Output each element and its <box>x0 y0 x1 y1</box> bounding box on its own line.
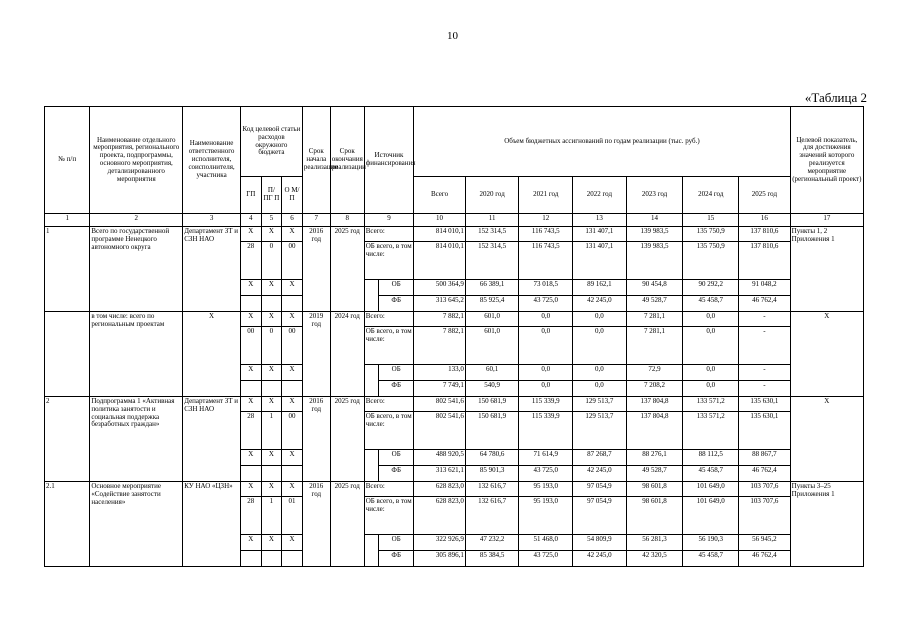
code-om: X <box>282 227 303 242</box>
row-year-value: 43 725,0 <box>519 466 573 482</box>
row-year-value: 49 528,7 <box>626 466 683 482</box>
row-year-value: 137 804,8 <box>626 397 683 412</box>
column-number: 9 <box>364 214 414 227</box>
row-year-value: 43 725,0 <box>519 296 573 312</box>
row-year-value: 98 601,8 <box>626 497 683 535</box>
row-year-value: 0,0 <box>519 312 573 327</box>
row-year-value: 135 630,1 <box>739 397 791 412</box>
row-year-value: 116 743,5 <box>519 242 573 280</box>
row-year-value: 0,0 <box>683 365 739 381</box>
row-total-value: 7 749,1 <box>414 381 466 397</box>
column-number: 12 <box>519 214 573 227</box>
code-gp: X <box>240 535 261 551</box>
row-executor: Департамент ЗТ и СЗН НАО <box>183 227 241 312</box>
row-year-value: 43 725,0 <box>519 551 573 567</box>
column-number: 1 <box>45 214 90 227</box>
column-number: 16 <box>739 214 791 227</box>
row-name: Подпрограмма 1 «Активная политика занятости и социальная поддержка безработных граждан» <box>90 397 183 482</box>
row-year-value: 0,0 <box>573 312 627 327</box>
code-pgp: 0 <box>261 242 282 280</box>
header-code: Код целевой статьи расходов окружного бюджета <box>240 107 302 177</box>
row-year-value: 46 762,4 <box>739 551 791 567</box>
row-year-value: - <box>739 365 791 381</box>
row-year-value: 131 407,1 <box>573 227 627 242</box>
header-code-om: О М/ П <box>282 177 303 214</box>
row-source: ОБ <box>379 535 414 551</box>
column-number: 14 <box>626 214 683 227</box>
row-total-value: 322 926,9 <box>414 535 466 551</box>
row-year-value: - <box>739 312 791 327</box>
row-source: ОБ всего, в том числе: <box>364 412 414 450</box>
header-source: Источник финансирования <box>364 107 414 214</box>
code-pgp <box>261 296 282 312</box>
row-year-value: 135 750,9 <box>683 227 739 242</box>
column-number: 2 <box>90 214 183 227</box>
row-executor: Департамент ЗТ и СЗН НАО <box>183 397 241 482</box>
table-row <box>45 482 864 497</box>
header-year: 2023 год <box>626 177 683 214</box>
row-year-value: 98 601,8 <box>626 482 683 497</box>
table-row <box>45 397 864 412</box>
row-year-value: 137 804,8 <box>626 412 683 450</box>
row-total-value: 628 823,0 <box>414 497 466 535</box>
row-year-value: 115 339,9 <box>519 412 573 450</box>
row-year-value: 54 809,9 <box>573 535 627 551</box>
code-gp <box>240 296 261 312</box>
row-year-value: 135 750,9 <box>683 242 739 280</box>
row-total-value: 305 896,1 <box>414 551 466 567</box>
header-name: Наименование отдельного мероприятия, регионального проекта, подпрограммы, основного мероприятия, детализированного мероприятия <box>90 107 183 214</box>
row-source: Всего: <box>364 227 414 242</box>
row-year-value: 116 743,5 <box>519 227 573 242</box>
row-year-value: 85 901,3 <box>465 466 519 482</box>
code-pgp <box>261 551 282 567</box>
table-row <box>45 227 864 242</box>
row-end: 2024 год <box>330 312 364 397</box>
row-year-value: 0,0 <box>519 327 573 365</box>
row-year-value: 89 162,1 <box>573 280 627 296</box>
header-code-gp: ГП <box>240 177 261 214</box>
row-source: ФБ <box>379 466 414 482</box>
code-gp: X <box>240 365 261 381</box>
row-total-value: 500 364,9 <box>414 280 466 296</box>
code-om: 01 <box>282 497 303 535</box>
code-pgp: X <box>261 535 282 551</box>
row-year-value: 46 762,4 <box>739 466 791 482</box>
row-year-value: 88 867,7 <box>739 450 791 466</box>
header-indicator: Целевой показатель, для достижения значений которого реализуется мероприятие (региональный проект) <box>790 107 863 214</box>
row-year-value: 73 018,5 <box>519 280 573 296</box>
row-year-value: 60,1 <box>465 365 519 381</box>
header-code-pgp: П/ ПГ П <box>261 177 282 214</box>
header-year: 2024 год <box>683 177 739 214</box>
row-year-value: 85 384,5 <box>465 551 519 567</box>
row-year-value: 101 649,0 <box>683 497 739 535</box>
row-year-value: 132 616,7 <box>465 497 519 535</box>
row-year-value: 0,0 <box>519 365 573 381</box>
code-gp <box>240 381 261 397</box>
row-year-value: 152 314,5 <box>465 242 519 280</box>
code-gp: X <box>240 482 261 497</box>
code-pgp: 1 <box>261 497 282 535</box>
row-year-value: 42 245,0 <box>573 551 627 567</box>
code-om: X <box>282 397 303 412</box>
code-pgp <box>261 381 282 397</box>
row-source: ОБ <box>379 365 414 381</box>
code-pgp: X <box>261 227 282 242</box>
code-pgp: 1 <box>261 412 282 450</box>
row-year-value: 51 468,0 <box>519 535 573 551</box>
row-year-value: 46 762,4 <box>739 296 791 312</box>
row-year-value: 540,9 <box>465 381 519 397</box>
row-year-value: 132 616,7 <box>465 482 519 497</box>
row-year-value: 64 780,6 <box>465 450 519 466</box>
row-year-value: 42 245,0 <box>573 296 627 312</box>
row-year-value: 95 193,0 <box>519 497 573 535</box>
row-year-value: 601,0 <box>465 312 519 327</box>
code-pgp: X <box>261 482 282 497</box>
code-om: X <box>282 365 303 381</box>
row-executor: КУ НАО «ЦЗН» <box>183 482 241 567</box>
row-total-value: 7 882,1 <box>414 327 466 365</box>
row-indicator: X <box>790 312 863 397</box>
row-source: Всего: <box>364 397 414 412</box>
header-year: 2020 год <box>465 177 519 214</box>
row-year-value: 0,0 <box>573 327 627 365</box>
row-year-value: 115 339,9 <box>519 397 573 412</box>
row-source-indent <box>364 365 378 397</box>
page-number: 10 <box>447 30 458 42</box>
code-om: 00 <box>282 412 303 450</box>
row-year-value: 49 528,7 <box>626 296 683 312</box>
header-year: 2022 год <box>573 177 627 214</box>
row-start: 2016 год <box>302 482 330 567</box>
column-numbers-row <box>45 214 864 227</box>
header-num: № п/п <box>45 107 90 214</box>
row-source: ФБ <box>379 551 414 567</box>
row-source: ОБ <box>379 450 414 466</box>
row-start: 2016 год <box>302 227 330 312</box>
row-total-value: 313 645,2 <box>414 296 466 312</box>
row-total-value: 313 621,1 <box>414 466 466 482</box>
code-gp: X <box>240 227 261 242</box>
row-total-value: 7 882,1 <box>414 312 466 327</box>
code-pgp: X <box>261 312 282 327</box>
row-total-value: 814 010,1 <box>414 242 466 280</box>
row-year-value: 131 407,1 <box>573 242 627 280</box>
row-source: ФБ <box>379 296 414 312</box>
row-year-value: 129 513,7 <box>573 397 627 412</box>
code-gp <box>240 466 261 482</box>
header-end: Срок окончания реализации <box>330 107 364 214</box>
row-year-value: 7 281,1 <box>626 312 683 327</box>
code-om <box>282 551 303 567</box>
row-indicator: X <box>790 397 863 482</box>
row-source-indent <box>364 280 378 312</box>
code-om <box>282 381 303 397</box>
row-source: ОБ всего, в том числе: <box>364 242 414 280</box>
code-gp: X <box>240 450 261 466</box>
row-year-value: 87 268,7 <box>573 450 627 466</box>
row-number: 1 <box>45 227 90 312</box>
row-executor: X <box>183 312 241 397</box>
row-year-value: 0,0 <box>573 365 627 381</box>
row-year-value: 152 314,5 <box>465 227 519 242</box>
code-om: X <box>282 482 303 497</box>
row-year-value: 139 983,5 <box>626 227 683 242</box>
row-source-indent <box>364 450 378 482</box>
row-year-value: 47 232,2 <box>465 535 519 551</box>
column-number: 5 <box>261 214 282 227</box>
code-om: 00 <box>282 242 303 280</box>
row-year-value: 7 281,1 <box>626 327 683 365</box>
row-year-value: 56 945,2 <box>739 535 791 551</box>
code-om: 00 <box>282 327 303 365</box>
row-total-value: 628 823,0 <box>414 482 466 497</box>
row-year-value: 56 281,3 <box>626 535 683 551</box>
row-year-value: 601,0 <box>465 327 519 365</box>
row-year-value: 137 810,6 <box>739 242 791 280</box>
code-om: X <box>282 450 303 466</box>
row-year-value: 66 389,1 <box>465 280 519 296</box>
row-year-value: 137 810,6 <box>739 227 791 242</box>
header-year: 2025 год <box>739 177 791 214</box>
column-number: 15 <box>683 214 739 227</box>
column-number: 8 <box>330 214 364 227</box>
row-year-value: 85 925,4 <box>465 296 519 312</box>
code-om <box>282 466 303 482</box>
row-source: Всего: <box>364 312 414 327</box>
header-year: 2021 год <box>519 177 573 214</box>
row-indicator: Пункты 3–25 Приложения 1 <box>790 482 863 567</box>
code-gp: X <box>240 312 261 327</box>
code-gp: 28 <box>240 497 261 535</box>
row-indicator: Пункты 1, 2 Приложения 1 <box>790 227 863 312</box>
row-number: 2.1 <box>45 482 90 567</box>
code-gp: 28 <box>240 242 261 280</box>
row-name: Основное мероприятие «Содействие занятости населения» <box>90 482 183 567</box>
row-source: Всего: <box>364 482 414 497</box>
table-row <box>45 312 864 327</box>
column-number: 6 <box>282 214 303 227</box>
row-year-value: 45 458,7 <box>683 551 739 567</box>
row-source: ОБ всего, в том числе: <box>364 327 414 365</box>
row-total-value: 802 541,6 <box>414 397 466 412</box>
header-total: Всего <box>414 177 466 214</box>
column-number: 4 <box>240 214 261 227</box>
row-year-value: 72,9 <box>626 365 683 381</box>
row-year-value: 129 513,7 <box>573 412 627 450</box>
row-year-value: 95 193,0 <box>519 482 573 497</box>
row-year-value: 150 681,9 <box>465 397 519 412</box>
row-year-value: 133 571,2 <box>683 397 739 412</box>
row-end: 2025 год <box>330 397 364 482</box>
row-year-value: 103 707,6 <box>739 482 791 497</box>
code-gp: X <box>240 397 261 412</box>
row-start: 2016 год <box>302 397 330 482</box>
row-year-value: - <box>739 327 791 365</box>
code-om: X <box>282 535 303 551</box>
code-gp <box>240 551 261 567</box>
row-year-value: 0,0 <box>573 381 627 397</box>
row-end: 2025 год <box>330 482 364 567</box>
row-source-indent <box>364 535 378 567</box>
row-total-value: 802 541,6 <box>414 412 466 450</box>
row-year-value: 0,0 <box>683 381 739 397</box>
row-name: Всего по государственной программе Ненецкого автономного округа <box>90 227 183 312</box>
code-pgp: X <box>261 280 282 296</box>
row-year-value: 91 048,2 <box>739 280 791 296</box>
row-total-value: 814 010,1 <box>414 227 466 242</box>
row-year-value: 101 649,0 <box>683 482 739 497</box>
column-number: 17 <box>790 214 863 227</box>
code-pgp <box>261 466 282 482</box>
code-pgp: 0 <box>261 327 282 365</box>
header-volume: Объем бюджетных ассигнований по годам реализации (тыс. руб.) <box>414 107 790 177</box>
column-number: 13 <box>573 214 627 227</box>
row-source: ОБ <box>379 280 414 296</box>
code-pgp: X <box>261 397 282 412</box>
row-total-value: 488 920,5 <box>414 450 466 466</box>
budget-table <box>44 106 864 567</box>
row-number: 2 <box>45 397 90 482</box>
row-year-value: 45 458,7 <box>683 296 739 312</box>
row-year-value: - <box>739 381 791 397</box>
row-year-value: 97 054,9 <box>573 497 627 535</box>
code-gp: 00 <box>240 327 261 365</box>
row-year-value: 0,0 <box>519 381 573 397</box>
code-gp: X <box>240 280 261 296</box>
code-om: X <box>282 312 303 327</box>
code-om: X <box>282 280 303 296</box>
row-year-value: 88 276,1 <box>626 450 683 466</box>
row-source: ФБ <box>379 381 414 397</box>
row-name: в том числе: всего по региональным проектам <box>90 312 183 397</box>
row-year-value: 90 292,2 <box>683 280 739 296</box>
row-year-value: 135 630,1 <box>739 412 791 450</box>
row-year-value: 103 707,6 <box>739 497 791 535</box>
row-total-value: 133,0 <box>414 365 466 381</box>
row-year-value: 42 320,5 <box>626 551 683 567</box>
row-year-value: 0,0 <box>683 327 739 365</box>
header-executor: Наименование ответственного исполнителя, соисполнителя, участника <box>183 107 241 214</box>
row-year-value: 42 245,0 <box>573 466 627 482</box>
row-year-value: 133 571,2 <box>683 412 739 450</box>
row-year-value: 150 681,9 <box>465 412 519 450</box>
row-year-value: 90 454,8 <box>626 280 683 296</box>
row-start: 2019 год <box>302 312 330 397</box>
row-year-value: 56 190,3 <box>683 535 739 551</box>
row-year-value: 139 983,5 <box>626 242 683 280</box>
table-title: «Таблица 2 <box>804 90 867 105</box>
column-number: 7 <box>302 214 330 227</box>
row-year-value: 71 614,9 <box>519 450 573 466</box>
column-number: 3 <box>183 214 241 227</box>
row-number <box>45 312 90 397</box>
code-gp: 28 <box>240 412 261 450</box>
row-source: ОБ всего, в том числе: <box>364 497 414 535</box>
row-year-value: 97 054,9 <box>573 482 627 497</box>
row-year-value: 0,0 <box>683 312 739 327</box>
code-om <box>282 296 303 312</box>
code-pgp: X <box>261 365 282 381</box>
header-start: Срок начала реализации <box>302 107 330 214</box>
column-number: 10 <box>414 214 466 227</box>
column-number: 11 <box>465 214 519 227</box>
row-year-value: 88 112,5 <box>683 450 739 466</box>
row-end: 2025 год <box>330 227 364 312</box>
code-pgp: X <box>261 450 282 466</box>
row-year-value: 45 458,7 <box>683 466 739 482</box>
row-year-value: 7 208,2 <box>626 381 683 397</box>
